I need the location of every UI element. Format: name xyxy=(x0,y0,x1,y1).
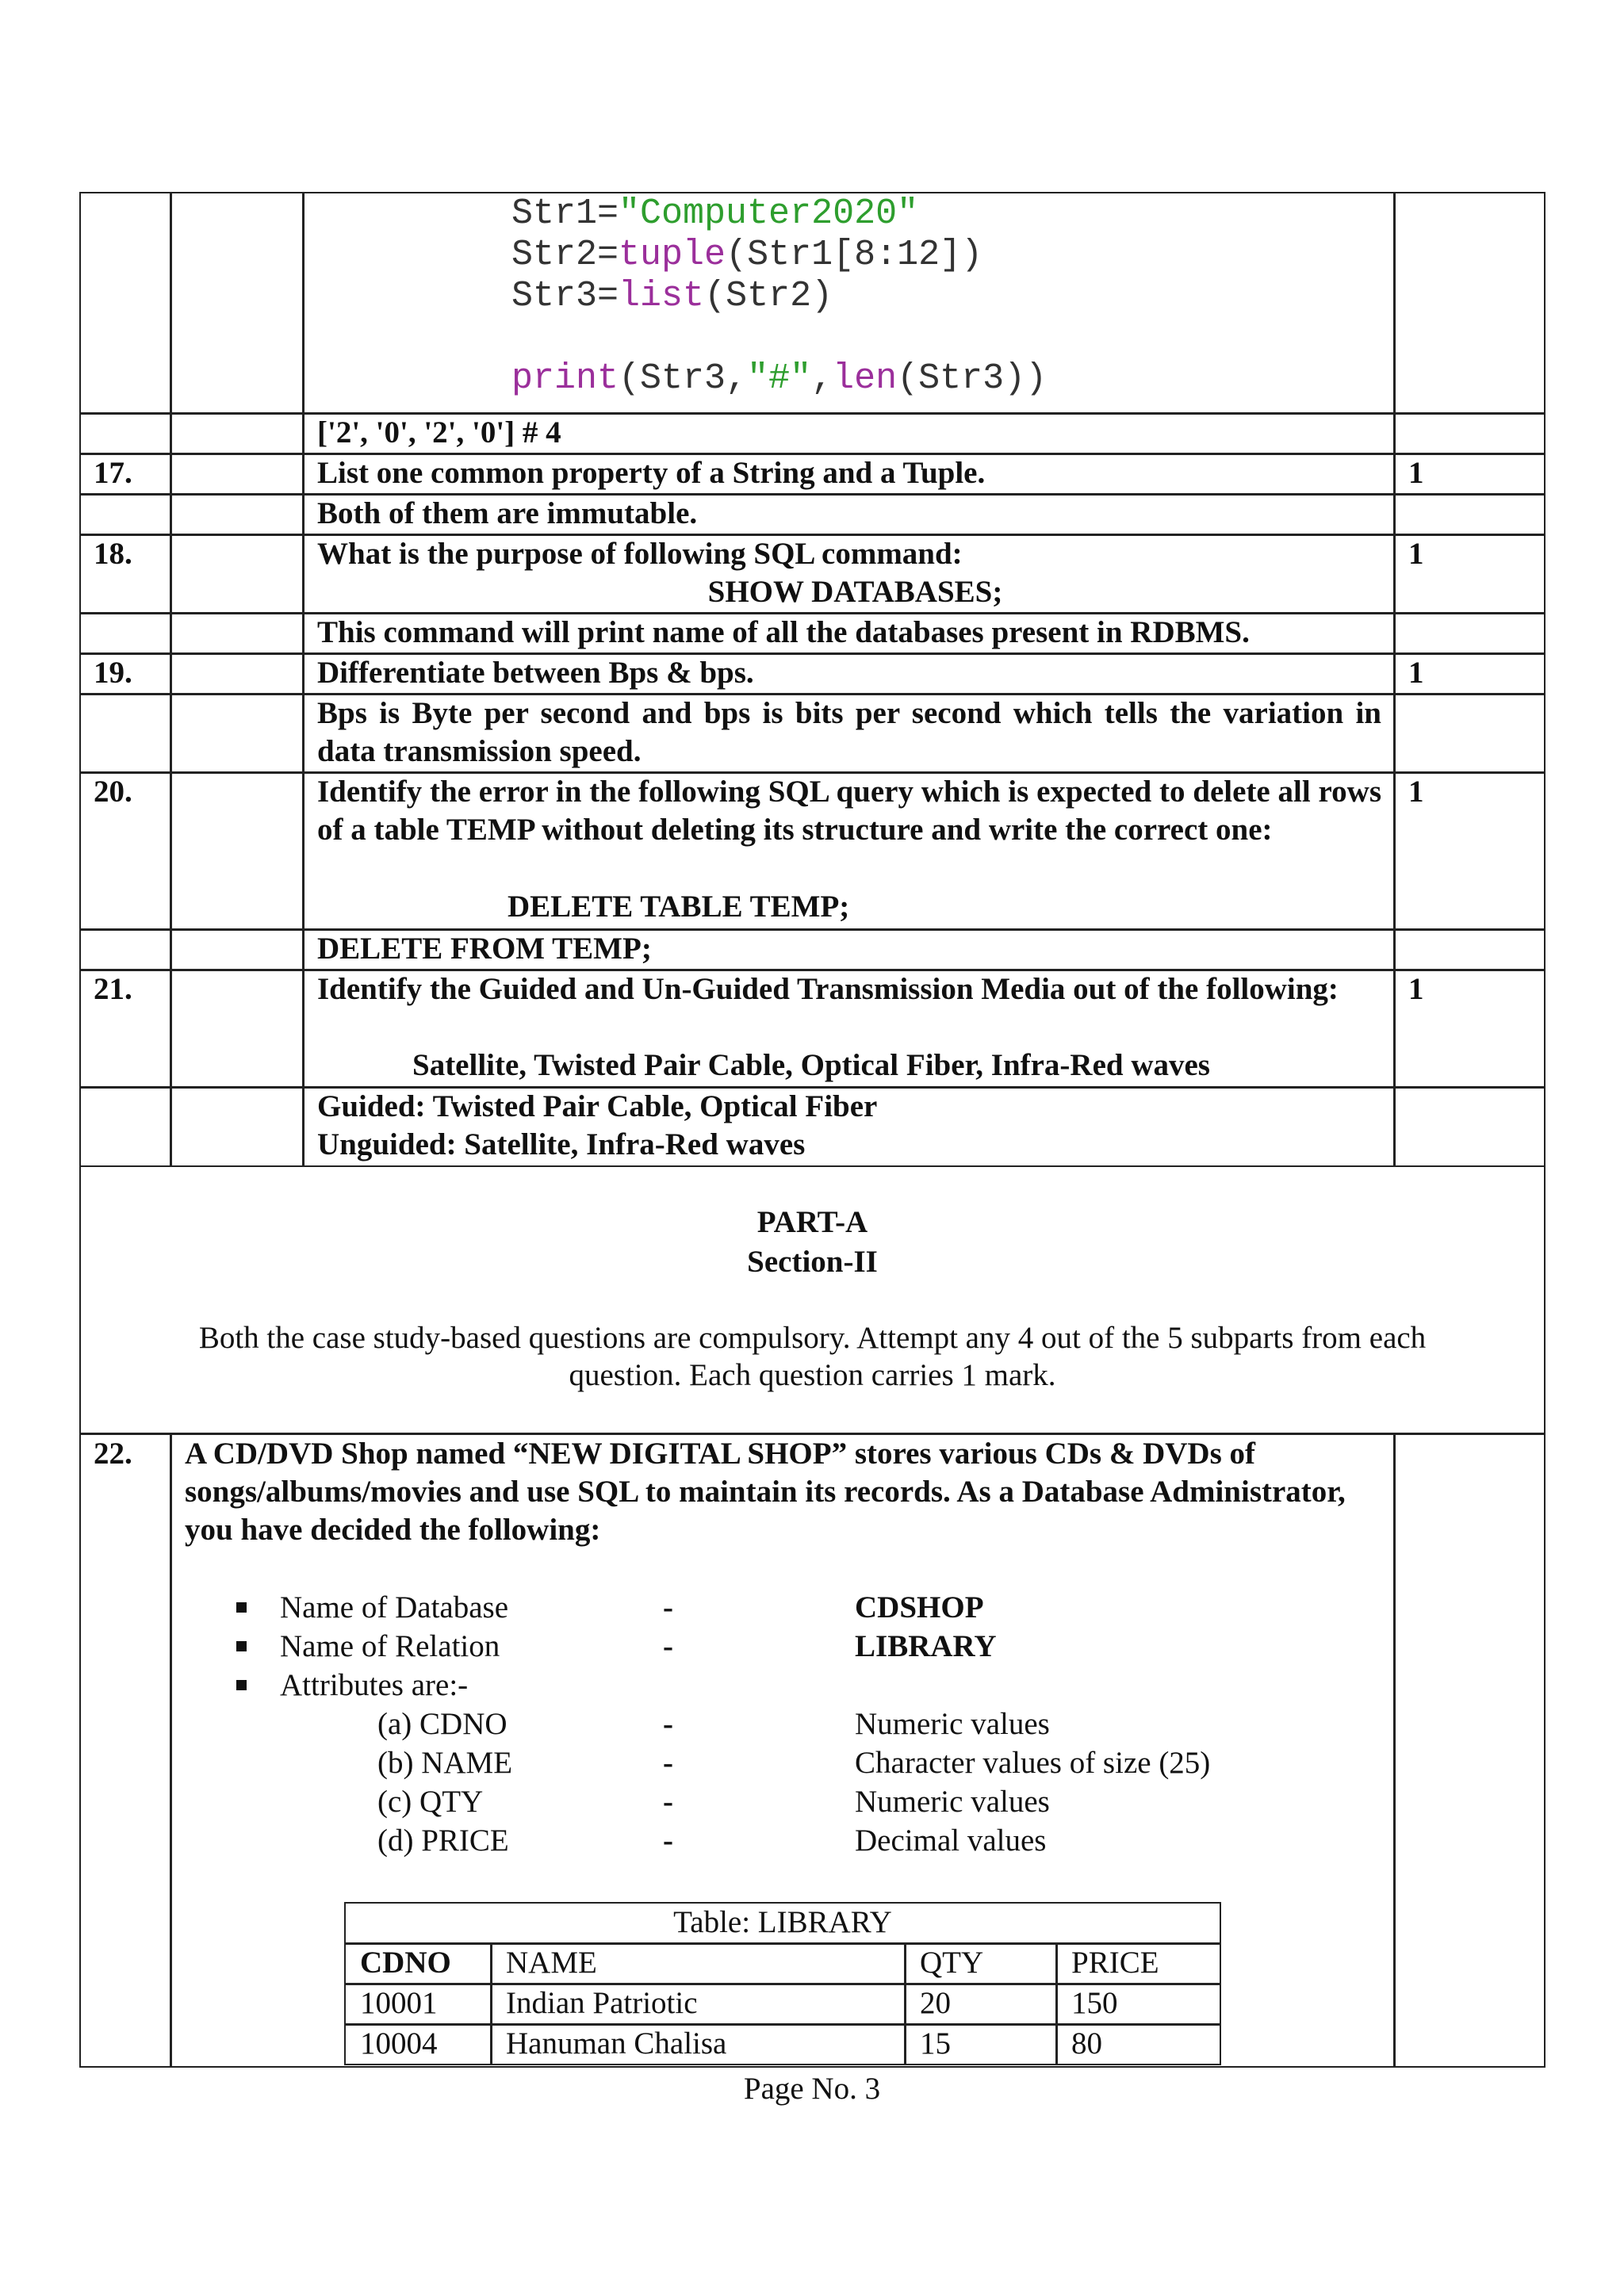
col-divider xyxy=(1393,192,1396,1167)
attr-name-label: (b) NAME xyxy=(377,1746,513,1780)
attr-name-value: Character values of size (25) xyxy=(855,1746,1211,1780)
attr-price-value: Decimal values xyxy=(855,1823,1047,1858)
q16-answer: ['2', '0', '2', '0'] # 4 xyxy=(317,415,561,450)
bullet-icon xyxy=(236,1602,247,1613)
attr-cdno-value: Numeric values xyxy=(855,1707,1050,1741)
bullet-icon xyxy=(236,1680,247,1690)
attr-cdno-dash: - xyxy=(663,1707,673,1741)
q18-question: What is the purpose of following SQL command: xyxy=(317,537,963,571)
bullet-icon xyxy=(236,1641,247,1651)
attr-qty-dash: - xyxy=(663,1785,673,1819)
q20-answer: DELETE FROM TEMP; xyxy=(317,932,652,966)
code-line-3: Str3=list(Str2) xyxy=(511,276,833,316)
q17-marks: 1 xyxy=(1408,456,1424,490)
attr-cdno-label: (a) CDNO xyxy=(377,1707,508,1741)
col-divider xyxy=(170,1433,172,2068)
table-col-divider xyxy=(904,1942,906,2065)
q17-question: List one common property of a String and a Tuple. xyxy=(317,456,986,490)
q19-number: 19. xyxy=(94,656,132,690)
table-col-divider xyxy=(1055,1942,1058,2065)
attr-qty-value: Numeric values xyxy=(855,1785,1050,1819)
section-instruction-2: question. Each question carries 1 mark. xyxy=(569,1358,1056,1392)
q20-command: DELETE TABLE TEMP; xyxy=(508,890,850,924)
q21-marks: 1 xyxy=(1408,972,1424,1006)
q21-answer-unguided: Unguided: Satellite, Infra-Red waves xyxy=(317,1127,806,1161)
page-number: Page No. 3 xyxy=(743,2072,881,2106)
table-cell: 150 xyxy=(1071,1986,1118,2020)
q20-number: 20. xyxy=(94,775,132,809)
q21-number: 21. xyxy=(94,972,132,1006)
q22-intro: A CD/DVD Shop named “NEW DIGITAL SHOP” stores various CDs & DVDs of songs/albums/movies and use SQL to maintain its records. As a Database Administrator, you have decided the following: xyxy=(185,1437,1346,1547)
qa-table xyxy=(79,192,1545,1167)
attr-price-dash: - xyxy=(663,1823,673,1858)
db-name-value: CDSHOP xyxy=(855,1590,984,1624)
attr-price-label: (d) PRICE xyxy=(377,1823,509,1858)
table-cell: 15 xyxy=(920,2026,951,2061)
table-col-divider xyxy=(490,1942,492,2065)
q19-question: Differentiate between Bps & bps. xyxy=(317,656,754,690)
col-divider xyxy=(1393,1433,1396,2068)
table-cell: 80 xyxy=(1071,2026,1102,2061)
q20-question: Identify the error in the following SQL query which is expected to delete all rows of a table TEMP without deleting its structure and write the correct one: xyxy=(317,775,1381,847)
q21-answer-guided: Guided: Twisted Pair Cable, Optical Fiber xyxy=(317,1089,878,1123)
col-divider xyxy=(170,192,172,1167)
row-divider xyxy=(79,412,1545,415)
col-divider xyxy=(302,192,304,1167)
table-cell: 20 xyxy=(920,1986,951,2020)
section-title: Section-II xyxy=(747,1245,878,1279)
table-cell: 10004 xyxy=(360,2026,438,2061)
table-header-price: PRICE xyxy=(1071,1946,1159,1980)
db-name-dash: - xyxy=(663,1590,673,1624)
row-divider xyxy=(79,928,1545,931)
section-instruction-1: Both the case study-based questions are compulsory. Attempt any 4 out of the 5 subparts from each xyxy=(198,1321,1427,1355)
row-divider xyxy=(79,493,1545,496)
row-divider xyxy=(79,652,1545,655)
code-line-2: Str2=tuple(Str1[8:12]) xyxy=(511,235,983,275)
code-line-1: Str1="Computer2020" xyxy=(511,193,919,234)
q19-answer: Bps is Byte per second and bps is bits per second which tells the variation in data transmission speed. xyxy=(317,696,1381,768)
q18-marks: 1 xyxy=(1408,537,1424,571)
code-line-4: print(Str3,"#",len(Str3)) xyxy=(511,358,1048,399)
q18-command: SHOW DATABASES; xyxy=(707,575,1003,609)
attributes-label: Attributes are:- xyxy=(280,1668,469,1702)
relation-name-dash: - xyxy=(663,1629,673,1663)
table-header-qty: QTY xyxy=(920,1946,984,1980)
table-header-cdno: CDNO xyxy=(360,1946,451,1980)
q18-number: 18. xyxy=(94,537,132,571)
relation-name-value: LIBRARY xyxy=(855,1629,997,1663)
q17-answer: Both of them are immutable. xyxy=(317,496,698,530)
table-caption: Table: LIBRARY xyxy=(673,1905,892,1939)
part-title: PART-A xyxy=(756,1205,868,1239)
relation-name-label: Name of Relation xyxy=(280,1629,500,1663)
q21-question: Identify the Guided and Un-Guided Transmission Media out of the following: xyxy=(317,972,1339,1006)
db-name-label: Name of Database xyxy=(280,1590,509,1624)
q17-number: 17. xyxy=(94,456,132,490)
table-cell: Hanuman Chalisa xyxy=(506,2026,727,2061)
q22-number: 22. xyxy=(94,1437,132,1471)
q21-command: Satellite, Twisted Pair Cable, Optical Fiber, Infra-Red waves xyxy=(412,1048,1210,1082)
attr-name-dash: - xyxy=(663,1746,673,1780)
q18-answer: This command will print name of all the databases present in RDBMS. xyxy=(317,615,1250,649)
table-cell: 10001 xyxy=(360,1986,438,2020)
q19-marks: 1 xyxy=(1408,656,1424,690)
attr-qty-label: (c) QTY xyxy=(377,1785,484,1819)
q20-marks: 1 xyxy=(1408,775,1424,809)
table-cell: Indian Patriotic xyxy=(506,1986,698,2020)
table-header-name: NAME xyxy=(506,1946,597,1980)
